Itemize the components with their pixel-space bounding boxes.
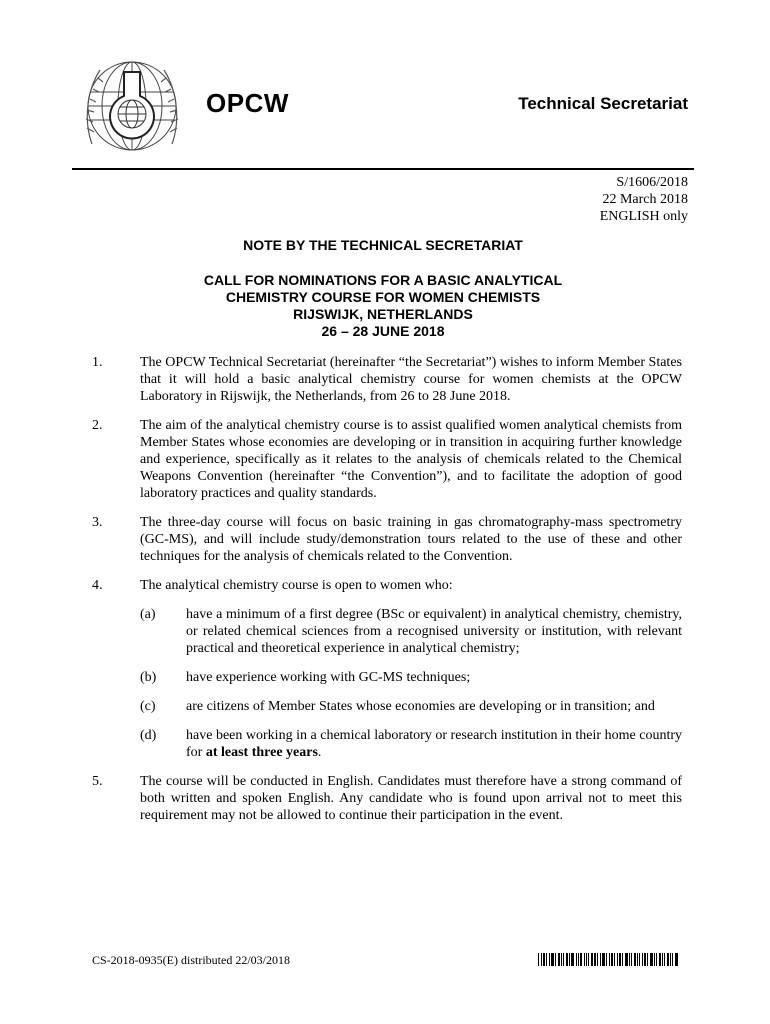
barcode-stripe [597,953,598,966]
barcode-stripe [650,953,653,966]
barcode-stripe [555,953,556,966]
barcode-stripe [642,953,643,966]
document-language: ENGLISH only [599,209,688,224]
barcode-stripe [602,953,605,966]
barcode-stripe [617,953,618,966]
barcode-stripe [580,953,582,966]
barcode-stripe [634,953,636,966]
document-reference: S/1606/2018 [616,175,688,190]
barcode-stripe [578,953,579,966]
criterion-text: have experience working with GC-MS techniques; [186,670,471,685]
barcode-stripe [619,953,621,966]
criterion-text-emphasis: at least three years [205,745,318,760]
paragraph-5 [92,773,682,824]
paragraph-number: 1. [92,355,103,370]
barcode-stripe [647,953,648,966]
criterion-label: (b) [140,670,157,685]
barcode-stripe [541,953,542,966]
criterion-c [140,698,682,715]
barcode-stripe [639,953,640,966]
barcode-stripe [551,953,554,966]
barcode-stripe [622,953,623,966]
paragraph-number: 4. [92,578,103,593]
barcode-stripe [561,953,562,966]
criterion-d [140,727,682,761]
barcode-stripe [659,953,661,966]
barcode-stripe [566,953,568,966]
document-meta [600,174,688,225]
barcode-stripe [670,953,671,966]
barcode-stripe [546,953,547,966]
criterion-text-start: have been working in a chemical laboratory or research institution in their home country for [186,728,682,760]
barcode-stripe [654,953,655,966]
paragraph-text: The OPCW Technical Secretariat (hereinafter “the Secretariat”) wishes to inform Member States that it will hold a basic analytical chemistry course for women chemists at the OPCW Laboratory in Rijswijk, the Netherlands, from 26 to 28 June 2018. [140,355,682,404]
barcode-stripe [664,953,665,966]
paragraph-text: The three-day course will focus on basic training in gas chromatography-mass spectrometry (GC-MS), and will include study/demonstration tours related to the use of these and other techniques for the analysis of chemicals related to the Convention. [140,515,682,564]
barcode-stripe [611,953,613,966]
paragraph-text: The aim of the analytical chemistry course is to assist qualified women analytical chemists from Member States whose economies are developing or in transition in acquiring further knowledge and experience, specifically as it relates to the analysis of chemicals related to the Chemical Weapons Convention (hereinafter “the Convention”), and to facilitate the adoption of good laboratory practices and quality standards. [140,418,682,501]
call-title-line: CHEMISTRY COURSE FOR WOMEN CHEMISTS [225,289,541,305]
criterion-label: (d) [140,728,157,743]
barcode-stripe [549,953,550,966]
barcode-stripe [672,953,673,966]
call-title-line: CALL FOR NOMINATIONS FOR A BASIC ANALYTICAL [203,272,563,288]
barcode-stripe [609,953,610,966]
barcode-icon [538,953,680,966]
note-title: NOTE BY THE TECHNICAL SECRETARIAT [243,237,523,253]
paragraph-3 [92,514,682,565]
paragraph-number: 2. [92,418,103,433]
call-title-line: 26 – 28 JUNE 2018 [321,323,445,339]
call-title [72,272,694,340]
paragraph-4 [92,577,682,594]
criterion-text: have a minimum of a first degree (BSc or equivalent) in analytical chemistry, chemistry, or related chemical sciences from a recognised university or institution, with relevant practical and theoretical experience in analytical chemistry; [186,607,682,656]
barcode-stripe [675,953,678,966]
barcode-stripe [558,953,560,966]
barcode-stripe [644,953,646,966]
barcode-stripe [576,953,577,966]
criterion-a [140,606,682,657]
document-body [92,354,682,836]
barcode-stripe [614,953,615,966]
barcode-stripe [600,953,601,966]
document-date: 22 March 2018 [602,192,688,207]
barcode-stripe [588,953,589,966]
opcw-emblem-icon [78,52,186,160]
barcode-stripe [631,953,632,966]
barcode-stripe [569,953,570,966]
barcode-stripe [543,953,545,966]
criterion-label: (a) [140,607,156,622]
criterion-text [186,727,682,761]
criterion-label: (c) [140,699,156,714]
paragraph-number: 3. [92,515,103,530]
paragraph-2 [92,417,682,502]
barcode-stripe [637,953,638,966]
barcode-stripe [591,953,593,966]
barcode-stripe [563,953,564,966]
criterion-text: are citizens of Member States whose economies are developing or in transition; and [186,699,655,714]
barcode-stripe [586,953,587,966]
paragraph-text: The course will be conducted in English. Candidates must therefore have a strong command of both written and spoken English. Any candidate who is found upon arrival not to meet this requirement may not be allowed to continue their participation in the event. [140,774,682,823]
header-divider [72,168,694,170]
secretariat-title: Technical Secretariat [518,94,688,113]
barcode-stripe [606,953,607,966]
paragraph-1 [92,354,682,405]
org-name: OPCW [206,88,289,118]
barcode-stripe [662,953,663,966]
barcode-stripe [594,953,596,966]
barcode-stripe [625,953,628,966]
paragraph-number: 5. [92,774,103,789]
barcode-stripe [571,953,574,966]
barcode-stripe [656,953,657,966]
barcode-stripe [629,953,630,966]
criterion-text-end: . [317,745,322,760]
distribution-note: CS-2018-0935(E) distributed 22/03/2018 [92,953,290,967]
barcode-stripe [667,953,669,966]
paragraph-text: The analytical chemistry course is open to women who: [140,578,453,593]
barcode-stripe [538,953,539,966]
call-title-line: RIJSWIJK, NETHERLANDS [293,306,473,322]
criterion-b [140,669,682,686]
barcode-stripe [584,953,585,966]
